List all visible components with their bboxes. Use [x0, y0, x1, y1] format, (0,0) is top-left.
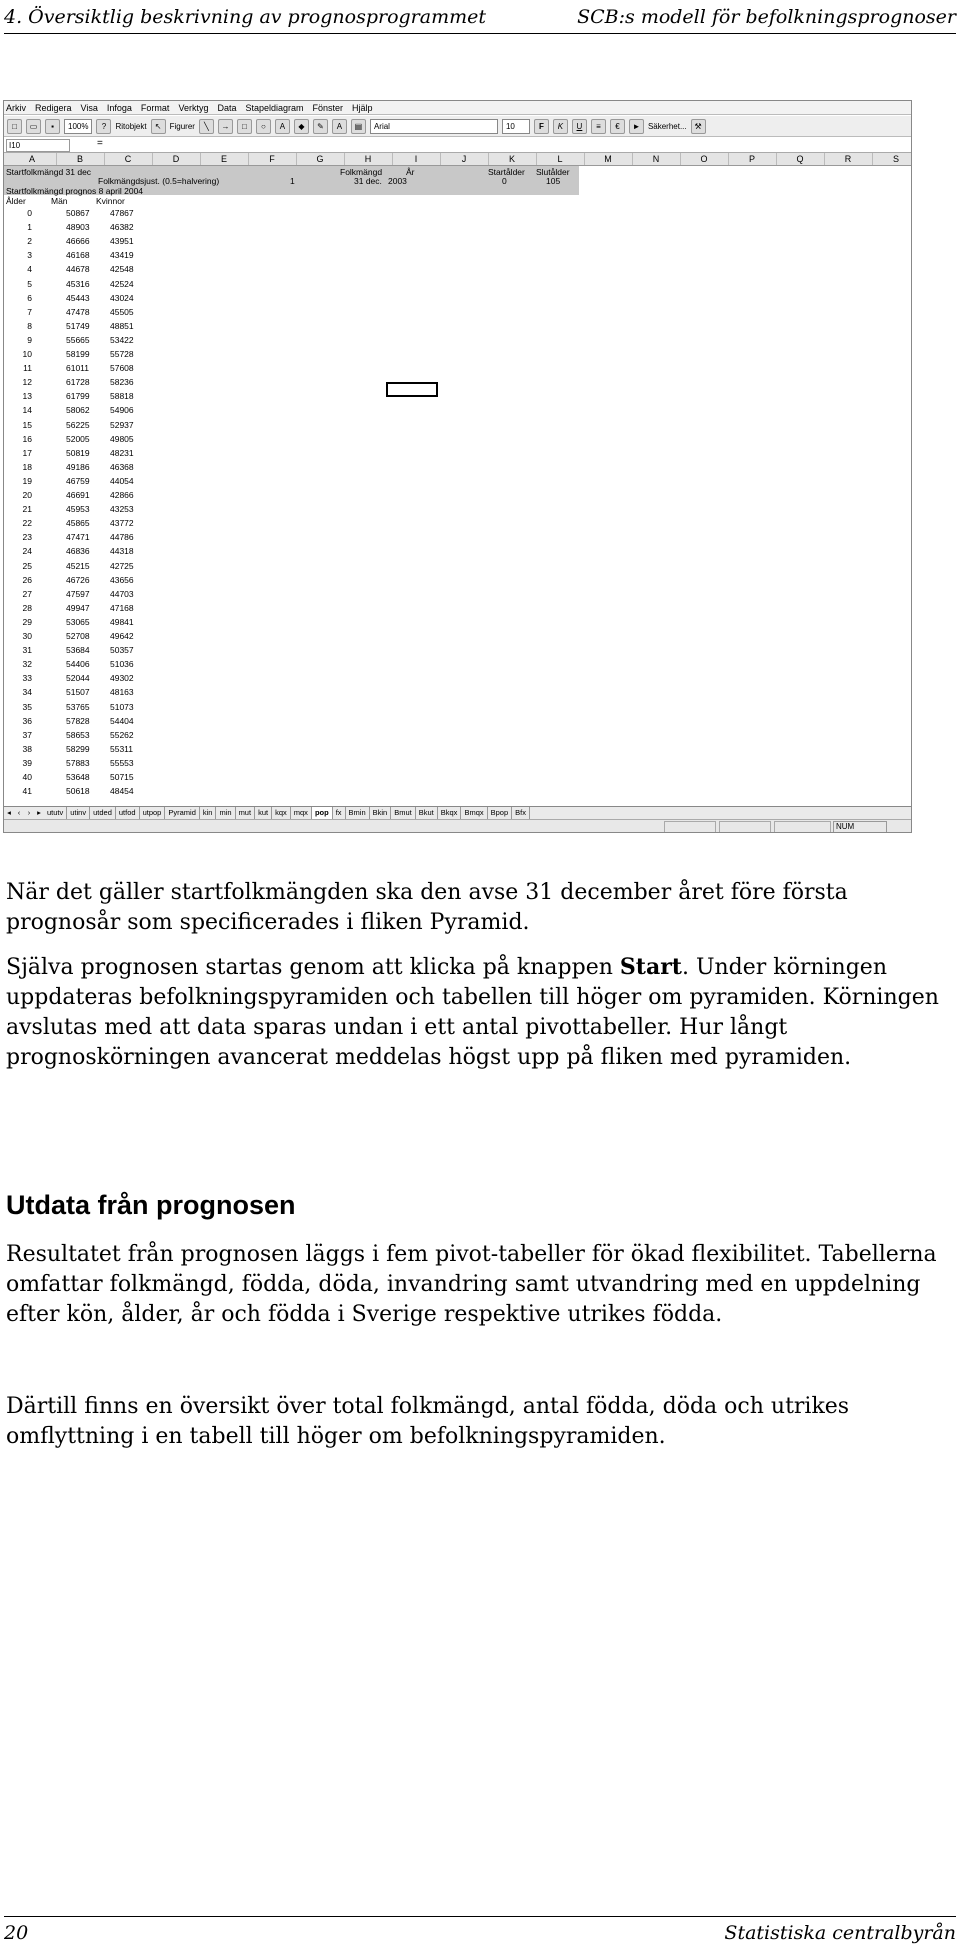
paragraph-text	[6, 952, 941, 1073]
column-header[interactable]: I	[392, 153, 441, 165]
cell-age[interactable]: 14	[22, 405, 32, 416]
align-icon[interactable]: ≡	[591, 119, 606, 134]
cell-k2: 0	[502, 176, 507, 186]
cell-men[interactable]: 53765	[66, 701, 90, 712]
cell-women[interactable]: 42548	[110, 264, 134, 275]
cell-age[interactable]: 32	[22, 659, 32, 670]
paragraph-start	[6, 952, 941, 1073]
paragraph-startfolkmangd	[6, 878, 941, 938]
font-color-icon[interactable]: A	[332, 119, 347, 134]
textbox-icon[interactable]: A	[275, 119, 290, 134]
cell-women[interactable]: 54404	[110, 715, 134, 726]
cell-k1: Startålder	[488, 167, 525, 177]
page-footer	[4, 1918, 956, 1946]
cell-men[interactable]: 45316	[66, 278, 90, 289]
cell-women[interactable]: 46382	[110, 222, 134, 233]
cell-age[interactable]: 2	[27, 236, 32, 247]
paragraph-start-a: Själva prognosen startas genom att klicka på knappen	[6, 955, 620, 980]
header-title: SCB:s modell för befolkningsprognoser	[577, 6, 956, 28]
cell-age[interactable]: 23	[22, 532, 32, 543]
column-header[interactable]: F	[248, 153, 297, 165]
cell-l1: Slutålder	[536, 167, 570, 177]
cell-women[interactable]: 45505	[110, 306, 134, 317]
play-icon[interactable]: ►	[629, 119, 644, 134]
cell-men[interactable]: 58199	[66, 349, 90, 359]
pointer-icon[interactable]: ↖	[151, 119, 166, 134]
cell-men[interactable]: 49186	[66, 461, 90, 472]
cell-f2: 1	[290, 176, 295, 186]
cell-men[interactable]: 57828	[66, 715, 90, 726]
cell-men[interactable]: 45865	[66, 518, 90, 529]
sheet-tab[interactable]: Bmqx	[461, 807, 487, 819]
font-size-select[interactable]: 10	[502, 119, 530, 134]
cell-age[interactable]: 33	[22, 673, 32, 684]
header-chapter: 4. Översiktlig beskrivning av prognosprogrammet	[4, 6, 486, 28]
cell-women[interactable]: 47867	[110, 208, 134, 218]
cell-age[interactable]: 41	[22, 786, 32, 797]
cell-women[interactable]: 42725	[110, 560, 134, 571]
sheet-tab[interactable]: utded	[90, 807, 116, 819]
cell-men[interactable]: 56225	[66, 419, 90, 430]
cell-men[interactable]: 46759	[66, 475, 90, 486]
cell-men[interactable]: 45215	[66, 560, 90, 571]
sheet-tab[interactable]: Bkin	[370, 807, 392, 819]
sheet-tab[interactable]: mut	[236, 807, 256, 819]
cell-men[interactable]: 58062	[66, 405, 90, 416]
cell-women[interactable]: 54906	[110, 405, 134, 416]
paragraph-text: Resultatet från prognosen läggs i fem pivot-tabeller för ökad flexibilitet. Tabellerna omfattar folkmängd, födda, döda, invandring samt utvandring med en uppdelning efter kön, ålder, år och födda i Sverige respektive utrikes födda.	[6, 1242, 937, 1327]
tab-scroll-icon[interactable]: ▸	[37, 808, 41, 817]
cell-women[interactable]: 44054	[110, 475, 134, 486]
column-header[interactable]: N	[632, 153, 681, 165]
arrow-icon[interactable]: →	[218, 119, 233, 134]
cell-men[interactable]: 46726	[66, 574, 90, 585]
sheet-tab[interactable]: ututv	[44, 807, 67, 819]
cell-women[interactable]: 49841	[110, 616, 134, 627]
menu-item[interactable]: Verktyg	[178, 102, 209, 113]
cell-age[interactable]: 36	[22, 715, 32, 726]
cell-age[interactable]: 20	[22, 490, 32, 500]
cell-age[interactable]	[18, 800, 32, 801]
cell-women[interactable]: 42524	[110, 278, 134, 289]
cell-men[interactable]: 47478	[66, 306, 90, 317]
sheet-tab[interactable]: utfod	[116, 807, 140, 819]
menu-item[interactable]: Infoga	[106, 102, 132, 113]
cell-women[interactable]: 46368	[110, 461, 134, 472]
cell-age[interactable]: 39	[22, 757, 32, 768]
header-rule	[4, 33, 956, 34]
sheet-tab[interactable]: fx	[333, 807, 346, 819]
cell-women[interactable]: 58236	[110, 377, 134, 388]
paragraph-utdata	[6, 1240, 941, 1330]
cell-age[interactable]: 7	[27, 306, 32, 317]
cell-age[interactable]: 17	[22, 447, 32, 458]
cell-i1: År	[406, 167, 415, 177]
start-keyword: Start	[619, 954, 682, 980]
cell-men[interactable]: 46168	[66, 250, 90, 261]
cell-women[interactable]: 51036	[110, 659, 134, 670]
cell-age[interactable]: 15	[22, 419, 32, 430]
column-header[interactable]: S	[872, 153, 912, 165]
cell-women[interactable]	[110, 800, 134, 801]
column-header[interactable]: P	[728, 153, 777, 165]
cell-men[interactable]: 47597	[66, 588, 90, 599]
section-heading: Utdata från prognosen	[6, 1190, 296, 1220]
col-head-age: Ålder	[6, 196, 26, 206]
cell-women[interactable]: 44786	[110, 532, 134, 543]
cell-men[interactable]: 54406	[66, 659, 90, 670]
column-header[interactable]: Q	[776, 153, 825, 165]
cell-age[interactable]: 26	[22, 574, 32, 585]
spreadsheet-screenshot	[3, 100, 912, 833]
sheet-tab[interactable]: min	[216, 807, 235, 819]
cell-women[interactable]: 53422	[110, 334, 134, 345]
sheet-tab[interactable]: kqx	[272, 807, 291, 819]
cell-men[interactable]: 44678	[66, 264, 90, 275]
cell-age[interactable]: 37	[22, 729, 32, 740]
cell-age[interactable]: 25	[22, 560, 32, 571]
sheet-tab[interactable]: Bfx	[512, 807, 530, 819]
cell-age[interactable]: 9	[27, 334, 32, 345]
status-pane	[774, 821, 831, 833]
cell-age[interactable]: 6	[27, 292, 32, 303]
cell-women[interactable]: 44703	[110, 588, 134, 599]
shadow-icon[interactable]: ▤	[351, 119, 366, 134]
cell-age[interactable]: 21	[22, 504, 32, 515]
cell-men[interactable]: 52005	[66, 433, 90, 444]
page-header	[4, 4, 956, 32]
column-header[interactable]: O	[680, 153, 729, 165]
save-icon[interactable]: ▪	[45, 119, 60, 134]
column-header[interactable]: B	[56, 153, 105, 165]
cell-age[interactable]: 8	[27, 320, 32, 331]
cell-women[interactable]: 42866	[110, 490, 134, 500]
cell-men[interactable]: 55665	[66, 334, 90, 345]
column-header[interactable]: H	[344, 153, 393, 165]
cell-men[interactable]: 53065	[66, 616, 90, 627]
font-select[interactable]: Arial	[370, 119, 498, 134]
line-icon[interactable]: ╲	[199, 119, 214, 134]
draw-menu[interactable]: Ritobjekt	[115, 121, 147, 131]
tools-icon[interactable]: ⚒	[691, 119, 706, 134]
cell-men[interactable]: 53684	[66, 645, 90, 656]
cell-women[interactable]: 51073	[110, 701, 134, 712]
cell-age[interactable]: 12	[22, 377, 32, 388]
cell-men[interactable]: 46666	[66, 236, 90, 247]
cell-b2: Folkmängdsjust. (0.5=halvering)	[98, 176, 220, 186]
cell-men[interactable]: 61728	[66, 377, 90, 388]
cell-age[interactable]: 34	[22, 687, 32, 698]
cell-women[interactable]: 48454	[110, 786, 134, 797]
cell-women[interactable]: 47168	[110, 602, 134, 613]
sheet-tab[interactable]: utinv	[67, 807, 90, 819]
menu-item[interactable]: Format	[140, 102, 170, 113]
cell-age[interactable]: 18	[22, 461, 32, 472]
footer-org: Statistiska centralbyrån	[724, 1922, 956, 1944]
column-header[interactable]: L	[536, 153, 585, 165]
cell-l2: 105	[546, 176, 561, 186]
menu-item[interactable]: Data	[217, 102, 237, 113]
sheet-tab[interactable]: Bmin	[346, 807, 370, 819]
sheet-tab[interactable]: utpop	[140, 807, 166, 819]
cell-women[interactable]: 55553	[110, 757, 134, 768]
cell-women[interactable]: 55311	[110, 743, 134, 754]
cell-women[interactable]: 49302	[110, 673, 134, 684]
underline-icon[interactable]: U	[572, 119, 587, 134]
cell-women[interactable]: 50715	[110, 772, 134, 782]
cell-men[interactable]: 49947	[66, 602, 90, 613]
cell-h2: 31 dec.	[354, 176, 382, 186]
sheet-tab[interactable]: Pyramid	[165, 807, 200, 819]
cell-men[interactable]: 61011	[66, 363, 90, 374]
bold-icon[interactable]: F	[534, 119, 549, 134]
menu-bar	[4, 101, 911, 115]
cell-men[interactable]: 58653	[66, 729, 90, 740]
tab-scroll-icon[interactable]: ◂	[7, 808, 11, 817]
zoom-select[interactable]: 100%	[64, 119, 92, 134]
page-number: 20	[4, 1922, 29, 1944]
cell-age[interactable]: 38	[22, 743, 32, 754]
cell-age[interactable]: 40	[22, 772, 32, 782]
cell-women[interactable]: 43951	[110, 236, 134, 247]
column-header[interactable]: G	[296, 153, 345, 165]
col-head-women: Kvinnor	[96, 196, 125, 206]
formula-equals-icon[interactable]: =	[97, 138, 103, 149]
cell-age[interactable]: 30	[22, 631, 32, 641]
cell-age[interactable]: 0	[27, 208, 32, 218]
cell-women[interactable]: 44318	[110, 546, 134, 557]
cell-men[interactable]: 51507	[66, 687, 90, 698]
new-icon[interactable]: □	[7, 119, 22, 134]
cell-age[interactable]: 31	[22, 645, 32, 656]
cell-age[interactable]: 13	[22, 391, 32, 402]
column-header[interactable]: J	[440, 153, 489, 165]
cell-i2: 2003	[388, 176, 407, 186]
sheet-tab[interactable]: Bpop	[488, 807, 513, 819]
menu-item[interactable]: Fönster	[312, 102, 344, 113]
cell-women[interactable]: 55262	[110, 729, 134, 740]
sheet-tab[interactable]: Bkut	[416, 807, 438, 819]
cell-women[interactable]: 48851	[110, 320, 134, 331]
cell-men[interactable]: 50867	[66, 208, 90, 218]
cell-age[interactable]: 10	[22, 349, 32, 359]
menu-item[interactable]: Stapeldiagram	[245, 102, 304, 113]
cell-women[interactable]: 57608	[110, 363, 134, 374]
col-head-men: Män	[51, 196, 68, 206]
cell-women[interactable]: 48231	[110, 447, 134, 458]
cell-age[interactable]: 27	[22, 588, 32, 599]
italic-icon[interactable]: K	[553, 119, 568, 134]
currency-icon[interactable]: €	[610, 119, 625, 134]
cell-age[interactable]: 29	[22, 616, 32, 627]
cell-men[interactable]	[66, 800, 90, 801]
cell-age[interactable]: 4	[27, 264, 32, 275]
toolbar	[4, 116, 911, 137]
cell-a1: Startfolkmängd 31 dec	[6, 167, 92, 177]
cell-men[interactable]: 52044	[66, 673, 90, 684]
column-header[interactable]: R	[824, 153, 873, 165]
menu-item[interactable]: Visa	[80, 102, 98, 113]
cell-men[interactable]: 46691	[66, 490, 90, 500]
cell-women[interactable]: 43419	[110, 250, 134, 261]
sheet-tab[interactable]: pop	[312, 807, 333, 819]
fill-color-icon[interactable]: ◆	[294, 119, 309, 134]
cell-women[interactable]: 43656	[110, 574, 134, 585]
cell-women[interactable]: 49805	[110, 433, 134, 444]
cell-women[interactable]: 43253	[110, 504, 134, 515]
sheet-tabs	[4, 806, 911, 819]
column-header[interactable]: A	[8, 153, 57, 165]
status-pane	[719, 821, 771, 833]
sheet-tab[interactable]: mqx	[291, 807, 312, 819]
paragraph-start-b: . Under körningen uppdateras befolkningspyramiden och tabellen till höger om pyramiden. Körningen avslutas med att data sparas undan i ett antal pivottabeller. Hur långt prognoskörningen avancerat meddelas högst upp på fliken med pyramiden.	[6, 955, 939, 1070]
cell-women[interactable]: 58818	[110, 391, 134, 402]
sheet-tab[interactable]: Bkqx	[438, 807, 462, 819]
tab-scroll-icon[interactable]: ‹	[17, 808, 21, 817]
cell-age[interactable]: 28	[22, 602, 32, 613]
cell-men[interactable]: 53648	[66, 772, 90, 782]
cell-men[interactable]: 57883	[66, 757, 90, 768]
name-box[interactable]: I10	[6, 139, 70, 152]
cell-men[interactable]: 51749	[66, 320, 90, 331]
cell-men[interactable]: 58299	[66, 743, 90, 754]
cell-men[interactable]: 45953	[66, 504, 90, 515]
tab-scroll-icon[interactable]: ›	[27, 808, 31, 817]
ellipse-icon[interactable]: ○	[256, 119, 271, 134]
column-header[interactable]: E	[200, 153, 249, 165]
cell-age[interactable]: 24	[22, 546, 32, 557]
cell-women[interactable]: 49642	[110, 631, 134, 641]
cell-men[interactable]: 47471	[66, 532, 90, 543]
cell-women[interactable]: 43772	[110, 518, 134, 529]
sheet-tab[interactable]: kin	[200, 807, 217, 819]
cell-a3: Startfolkmängd prognos 8 april 2004	[6, 186, 144, 196]
column-header[interactable]: M	[584, 153, 633, 165]
paragraph-text: Därtill finns en översikt över total folkmängd, antal födda, döda och utrikes omflyttning i en tabell till höger om befolkningspyramiden.	[6, 1394, 850, 1449]
cell-age[interactable]: 3	[27, 250, 32, 261]
cell-women[interactable]: 50357	[110, 645, 134, 656]
cell-men[interactable]: 45443	[66, 292, 90, 303]
line-color-icon[interactable]: ✎	[313, 119, 328, 134]
num-lock-indicator: NUM	[833, 821, 887, 833]
column-header[interactable]: C	[104, 153, 153, 165]
formula-bar	[4, 138, 911, 153]
cell-men[interactable]: 46836	[66, 546, 90, 557]
cell-age[interactable]: 11	[23, 363, 32, 374]
cell-men[interactable]: 61799	[66, 391, 90, 402]
cell-women[interactable]: 43024	[110, 292, 134, 303]
cell-age[interactable]: 1	[27, 222, 32, 233]
menu-item[interactable]: Hjälp	[352, 102, 373, 113]
open-icon[interactable]: ▭	[26, 119, 41, 134]
cell-h1: Folkmängd	[340, 167, 383, 177]
rectangle-icon[interactable]: □	[237, 119, 252, 134]
cell-men[interactable]: 50819	[66, 447, 90, 458]
shapes-menu[interactable]: Figurer	[169, 121, 195, 131]
cell-men[interactable]: 52708	[66, 631, 90, 641]
menu-item[interactable]: Arkiv	[6, 102, 26, 113]
cell-age[interactable]: 22	[22, 518, 32, 529]
paragraph-oversikt	[6, 1392, 941, 1452]
sheet-tab[interactable]: Bmut	[391, 807, 416, 819]
cell-women[interactable]: 52937	[110, 419, 134, 430]
menu-item[interactable]: Redigera	[35, 102, 72, 113]
column-headers	[4, 153, 911, 166]
cell-men[interactable]: 48903	[66, 222, 90, 233]
security-button[interactable]: Säkerhet...	[647, 121, 687, 131]
column-header[interactable]: D	[152, 153, 201, 165]
cell-women[interactable]: 55728	[110, 349, 134, 359]
column-header[interactable]: K	[488, 153, 537, 165]
cell-age[interactable]: 16	[22, 433, 32, 444]
status-bar	[4, 819, 911, 833]
selected-cell[interactable]	[386, 382, 438, 397]
help-icon[interactable]: ?	[96, 119, 111, 134]
sheet-tab[interactable]: kut	[255, 807, 272, 819]
cell-women[interactable]: 48163	[110, 687, 134, 698]
cell-age[interactable]: 5	[27, 278, 32, 289]
cell-men[interactable]: 50618	[66, 786, 90, 797]
cell-age[interactable]: 19	[22, 475, 32, 486]
status-pane	[664, 821, 716, 833]
paragraph-text: När det gäller startfolkmängden ska den avse 31 december året före första prognosår som specificerades i fliken Pyramid.	[6, 880, 848, 935]
cell-age[interactable]: 35	[22, 701, 32, 712]
footer-rule	[4, 1916, 956, 1917]
cell-grid[interactable]	[4, 166, 911, 801]
